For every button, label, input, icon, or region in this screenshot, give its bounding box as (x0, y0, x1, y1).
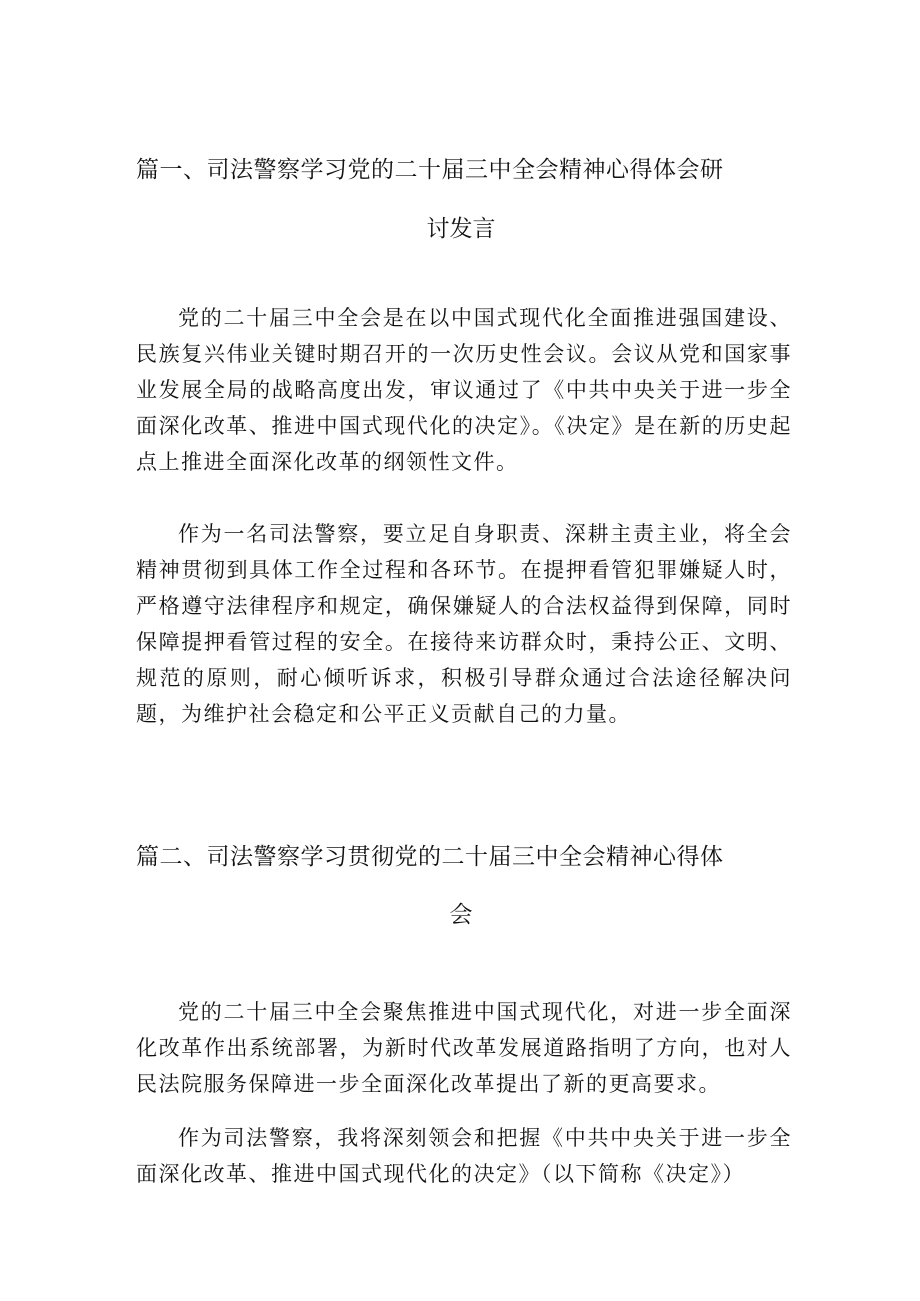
section1-title-line1: 篇一、司法警察学习党的二十届三中全会精神心得体会研 (136, 157, 724, 183)
section1-paragraph-2: 作为一名司法警察，要立足自身职责、深耕主责主业，将全会精神贯彻到具体工作全过程和各环节。在提押看管犯罪嫌疑人时，严格遵守法律程序和规定，确保嫌疑人的合法权益得到保障，同时保障提押看管过程的安全。在接待来访群众时，秉持公正、文明、规范的原则，耐心倾听诉求，积极引导群众通过合法途径解决问题，为维护社会稳定和公平正义贡献自己的力量。 (136, 522, 792, 726)
section1-paragraph-1: 党的二十届三中全会是在以中国式现代化全面推进强国建设、民族复兴伟业关键时期召开的一次历史性会议。会议从党和国家事业发展全局的战略高度出发，审议通过了《中共中央关于进一步全面深化改革、推进中国式现代化的决定》。《决定》是在新的历史起点上推进全面深化改革的纲领性文件。 (136, 306, 792, 474)
section1-title-line2: 讨发言 (426, 216, 496, 242)
section2-title-line2: 会 (449, 902, 473, 928)
section2-paragraph-2: 作为司法警察，我将深刻领会和把握《中共中央关于进一步全面深化改革、推进中国式现代化的决定》（以下简称《决定》） (136, 1126, 792, 1186)
section2-paragraph-1: 党的二十届三中全会聚焦推进中国式现代化，对进一步全面深化改革作出系统部署，为新时代改革发展道路指明了方向，也对人民法院服务保障进一步全面深化改革提出了新的更高要求。 (136, 1000, 792, 1096)
section2-title-line1: 篇二、司法警察学习贯彻党的二十届三中全会精神心得体 (136, 844, 724, 870)
